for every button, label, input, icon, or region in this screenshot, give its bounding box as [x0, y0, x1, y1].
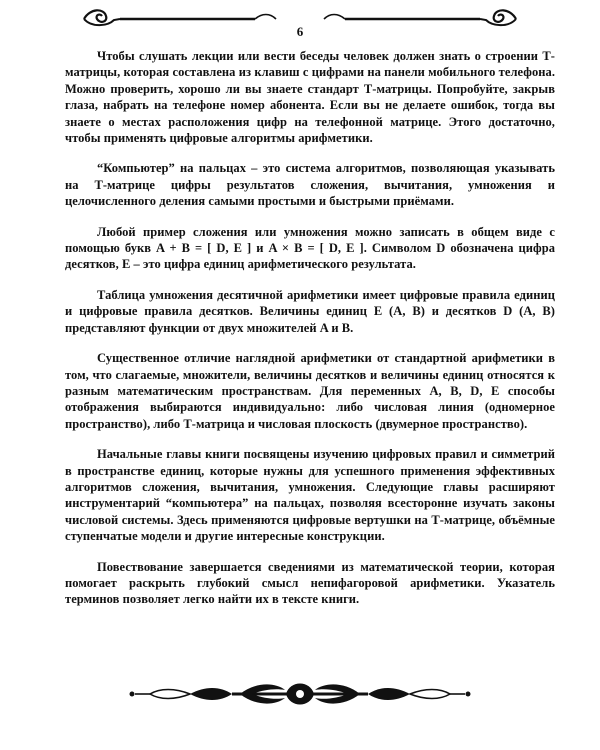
paragraph-7: Повествование завершается сведениями из математической теории, которая помогает раскрыть глубокий смысл непифагоровой арифметики. Указатель терминов позволяет легко найти их в тексте книги.	[65, 559, 555, 607]
footer-ornament-graphic	[0, 676, 600, 712]
paragraph-6: Начальные главы книги посвящены изучению цифровых правил и симметрий в пространстве единиц, которые нужны для успешного применения эффективных алгоритмов сложения, вычитания, умножения. Следующие главы расширяют инструментарий “компьютера” на пальцах, позволяя всесторонне изучать законы числовой системы. Здесь применяются цифровые вертушки на Т-матрице, объёмные ступенчатые модели и другие интересные конструкции.	[65, 447, 555, 544]
paragraph-1: Чтобы слушать лекции или вести беседы человек должен знать о строении Т-матрицы, которая составлена из клавиш с цифрами на панели мобильного телефона. Можно проверить, хорошо ли вы знаете стандарт Т-матрицы. Попробуйте, закрыв глаза, набрать на телефоне номер абонента. Если вы не делаете ошибок, тогда вы знаете о местах расположения цифр на телефонной матрице. Этого достаточно, чтобы применять цифровые алгоритмы арифметики.	[65, 49, 555, 146]
page-number: 6	[296, 24, 304, 39]
footer-ornament	[0, 676, 600, 712]
paragraph-5: Существенное отличие наглядной арифметики от стандартной арифметики в том, что слагаемые, множители, величины десятков и величины единиц относятся к разным математическим пространствам. Для переменных A, B, D, E способы отображения выбираются индивидуально: либо числовая линия (одномерное пространство), либо Т-матрица и числовая плоскость (двумерное пространство).	[65, 351, 555, 431]
body-text	[65, 48, 555, 622]
paragraph-2: “Компьютер” на пальцах – это система алгоритмов, позволяющая указывать на Т-матрице цифры результатов сложения, вычитания, умножения и целочисленного деления самыми простыми и быстрыми приёмами.	[65, 161, 555, 209]
paragraph-3: Любой пример сложения или умножения можно записать в общем виде с помощью букв A + B = [ D, E ] и A × B = [ D, E ]. Символом D обозначена цифра десятков, E – это цифра единиц арифметического результата.	[65, 224, 555, 272]
header-ornament	[0, 6, 600, 39]
paragraph-4: Таблица умножения десятичной арифметики имеет цифровые правила единиц и цифровые правила десятков. Величины единиц E (A, B) и десятков D (A, B) представляют функции от двух множителей A и B.	[65, 287, 555, 335]
